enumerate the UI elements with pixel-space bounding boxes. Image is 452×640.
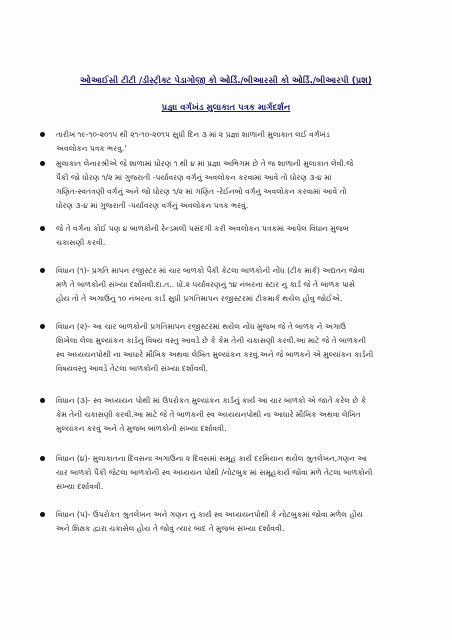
item-line: સંખ્યા દર્શાવવી. [56, 482, 104, 491]
item-line: શિખેલા લેલા મુલ્યાંકન કાર્ડનું વિષય વસ્તુ આવડે છે કે કેમ તેની ચકાસણી કરવી.આ માટે જે તે બાળકની [56, 336, 367, 345]
bullet-icon [40, 398, 45, 403]
item-line: મુલાકાત લેનારશ્રીએ જે શાળામાં ધોરણ ૧ થી ૪ માં પ્રજ્ઞા અભિગમ છે તે જ શાળાની મુલાકાત લેવી.જે [56, 159, 354, 168]
bullet-icon [40, 226, 45, 231]
item-line: અને શિક્ષક દ્વારા ચકાસેલ હોય તે જોવું ત્યાર બાદ તે મુજબ સંખ્યા દર્શાવવી. [56, 524, 285, 533]
bullet-icon [40, 512, 45, 517]
item-line: મળે તે બાળકોની સંખ્યા દર્શાવવી.દા.ત.. ધો.૨ પર્યાવરણનું ૧૪ નંબરના સ્ટાર નું કાર્ડ જે તે બાળક પાસે [56, 280, 356, 289]
list-item [56, 264, 390, 306]
item-line: વિધાન (૧)- પ્રગતિ માપન રજીસ્ટર માં ચાર બાળકો પૈકી કેટલા બાળકોની નોંધ (ટીક માર્ક) અદ્યતન જોવા [56, 266, 365, 275]
list-item [56, 157, 390, 213]
item-line: હોય તો તે અગાઉનું ૧૦ નંબરના કાર્ડ સુધી પ્રગતિમાપન રજીસ્ટરમાં ટીકમાર્ક થયેલ હોવુ જોઈએ. [56, 294, 343, 303]
list-item [56, 508, 390, 536]
item-line: ધોરણ ૩-૪ માં ગુજરાતી -પર્યાવરણ વર્ગનું અવલોકન પત્રક ભરવું. [56, 201, 249, 210]
bullet-icon [40, 456, 45, 461]
list-item [56, 222, 390, 250]
list-item [56, 128, 390, 156]
item-line: વિધાન (૪)- મુલાકાતના દિવસના અગાઉના ૨ દિવસમાં સમૂહ કાર્ય દરમિયાન થયેલ શ્રુતલેખન,ગણન આ [56, 454, 368, 463]
item-line: જે તે વર્ગના કોઈ પણ ૪ બાળકોની રેન્ડમલી પસંદગી કરી અવલોકન પત્રકમાં આપેલ વિધાન મુજબ [56, 224, 349, 233]
bullet-icon [40, 268, 45, 273]
item-line: મુલ્યાંકન કરવું અને તે મુજબ બાળકોની સંખ્યા દર્શાવવી. [56, 424, 227, 433]
list-item [56, 320, 390, 376]
item-line: વિધાન (૫)- ઉપરોકત શ્રુતલેખન અને ગણન નું કાર્ય સ્વ અધ્યયનપોથી કે નોટબુકમાં જોવા મળેલ હોય [56, 510, 363, 519]
item-line: કેમ તેની ચકાસણી કરવી.આ માટે જે તે બાળકની સ્વ અધ્યયનપોથી ના આધારે મૌખિક અથવા લેખિત [56, 410, 361, 419]
list-item [56, 452, 390, 494]
item-line: વિષયવસ્તુ આવડે તેટલા બાળકોની સંખ્યા દર્શાવવી. [56, 364, 208, 373]
item-line: પૈકી જો ધોરણ ૧/૨ માં ગુજરાતી -પર્યાવરણ વર્ગનું અવલોકન કરવામાં આવે તો ધોરણ ૩-૪ માં [56, 173, 332, 182]
page-subtitle: પ્રજ્ઞા વર્ગખંડ મુલાકાત પત્રક માર્ગદર્શન [161, 103, 291, 113]
page-title: ઓઆઈસી ટીટી /ડીસ્ટ્રીક્ટ પેડાગોજી કો ઓર્ડિ./બીઆરસી કો ઓર્ડિ./બીઆરપી (પ્રશ) [80, 76, 372, 86]
item-line: ચાર બાળકો પૈકી જેટલા બાળકોની સ્વ અધ્યયન પોથી /નોટબુક માં સમૂહકાર્ય જોવા મળે તેટલા બાળકોની [56, 468, 373, 477]
bullet-icon [40, 132, 45, 137]
item-line: તારીખ ૧૯-૧૦-૨૦૧૫ થી ૨૧-૧૦-૨૦૧૫ સુધી દિન ૩ માં ૨ પ્રજ્ઞા શાળાની મુલાકાત લઈ વર્ગખંડ [56, 130, 330, 139]
item-line: વિધાન (૩)- સ્વ અધ્યયન પોથી માં ઉપરોકત મુલ્યાંકન કાર્ડનું કાર્ય આ ચાર બાળકો એ જાતે કરેલ છે કે [56, 396, 367, 405]
item-line: ચકાસણી કરવી. [56, 238, 106, 247]
item-line: વિધાન (૨)- આ ચાર બાળકોની પ્રગતિમાપન રજીસ્ટરમાં થયેલ નોંધ મુજબ જે તે બાળક ને અગાઉ [56, 322, 347, 331]
bullet-icon [40, 324, 45, 329]
bullet-icon [40, 161, 45, 166]
item-line: અવલોકન પત્રક ભરવુ.' [56, 144, 127, 153]
item-line: સ્વ અધ્યયનપોથી ના આધારે મૌખિક અથવા લેખિત મુલ્યાંકન કરવું.અને જે બાળકને એ મુલ્યાંકન કાર્ડની [56, 350, 374, 359]
list-item [56, 394, 390, 436]
item-line: ગણિત-સ્વતંત્રણી વર્ગનું અને જો ધોરણ ૧/૨ માં ગણિત -રેઈનબો વર્ગનું અવલોકન કરવામાં આવે તો [56, 187, 347, 196]
